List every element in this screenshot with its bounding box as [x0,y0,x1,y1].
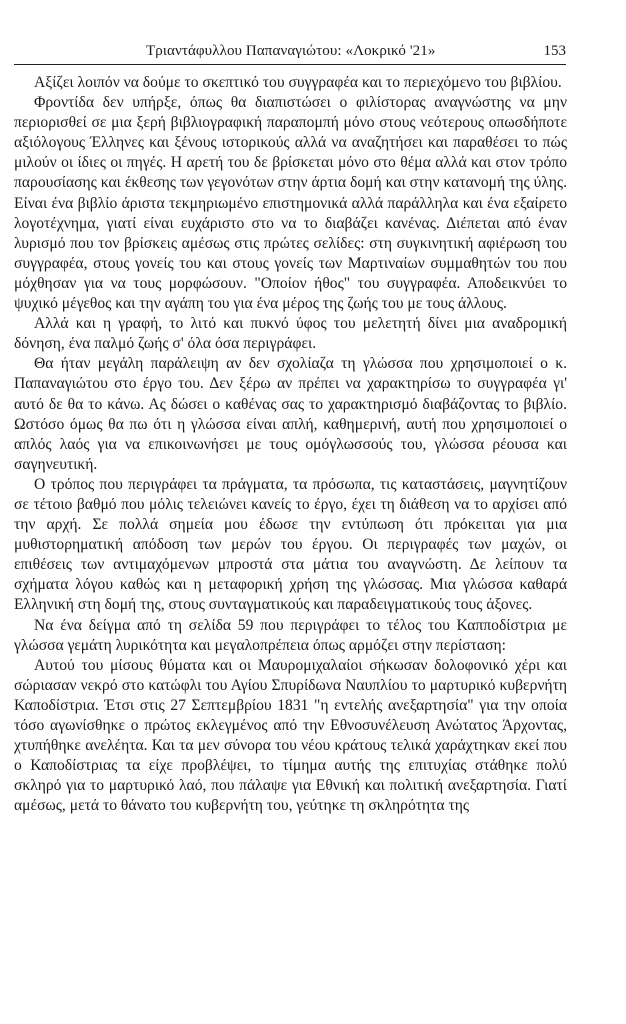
paragraph: Φροντίδα δεν υπήρξε, όπως θα διαπιστώσει ο φιλίστορας αναγνώστης να μην περιορισθεί σε μια ξερή βιβλιογραφική παραπομπή μόνο στους νεότερους οπωσδήποτε αξιόλογους Έλληνες και ξένους ιστορικούς αλλά να αναζητήσει και παραθέσει το πώς μιλούν οι ίδιες οι πηγές. Η αρετή του δε βρίσκεται μόνο στο θέμα αλλά και στον τρόπο παρουσίασης και έκθεσης των γεγονότων στην άρτια δομή και στην κατανομή της ύλης. Είναι ένα βιβλίο άριστα τεκμηριωμένο επιστημονικά αλλά παράλληλα και ένα εξαίρετο λογοτέχνημα, γιατί είναι ευχάριστο στο να το διαβάζει κανένας. Διέπεται από έναν λυρισμό που τον βρίσκεις αμέσως στις πρώτες σελίδες: στη συγκινητική αφιέρωση του συγγραφέα, στους γονείς του και στους γονείς των Μαρτιναίων συμμαθητών του που μόχθησαν για να τους μορφώσουν. "Οποίον ήθος" του συγγραφέα. Αποδεικνύει το ψυχικό μέγεθος και την αγάπη του για ένα μέρος της ζωής του με τους άλλους. [14,94,567,313]
paragraph: Αλλά και η γραφή, το λιτό και πυκνό ύφος του μελετητή δίνει μια αναδρομική δόνηση, ένα παλμό ζωής σ' όλα όσα περιγράφει. [14,315,567,353]
paragraph: Θα ήταν μεγάλη παράλειψη αν δεν σχολίαζα τη γλώσσα που χρησιμοποιεί ο κ. Παπαναγιώτου στο έργο του. Δεν ξέρω αν πρέπει να χαρακτηρίσω το συγγραφέα γι' αυτό δε θα το κάνω. Ας δώσει ο καθένας σας το χαρακτηρισμό διαβάζοντας το βιβλίο. Ωστόσο όμως θα πω ότι η γλώσσα είναι απλή, καθημερινή, αυτή που χρησιμοποιεί ο απλός λαός για να επικοινωνήσει με τους ομόγλωσσούς του, γλώσσα ρέουσα και σαγηνευτική. [14,355,567,473]
body-text [14,73,567,816]
paragraph: Αξίζει λοιπόν να δούμε το σκεπτικό του συγγραφέα και το περιεχόμενο του βιβλίου. [34,74,562,91]
page-number: 153 [543,43,566,59]
paragraph: Ο τρόπος που περιγράφει τα πράγματα, τα πρόσωπα, τις καταστάσεις, μαγνητίζουν σε τέτοιο βαθμό που μόλις τελειώνει κανείς το έργο, έχει τη διάθεση να το αρχίσει από την αρχή. Σε πολλά σημεία μου έδωσε την εντύπωση ότι πρόκειται για μια μυθιστορηματική απόδοση των μερών του έργου. Οι περιγραφές των μαχών, οι επιθέσεις των αντιμαχόμενων μπροστά στα μάτια του αναγνώστη. Δε λείπουν τα σχήματα λόγου καθώς και η μεταφορική χρήση της γλώσσας. Μια γλώσσα καθαρά Ελληνική στη δομή της, στους συνταγματικούς και παραδειγματικούς τους άξονες. [14,475,567,614]
quoted-paragraph: Αυτού του μίσους θύματα και οι Μαυρομιχαλαίοι σήκωσαν δολοφονικό χέρι και σώριασαν νεκρό στο κατώφλι του Αγίου Σπυρίδωνα Ναυπλίου το μαρτυρικό κυβερνήτη Καποδίστρια. Έτσι στις 27 Σεπτεμβρίου 1831 "η εντελής ανεξαρτησία" για την οποία τόσο αγωνίσθηκε ο πρώτος εκλεγμένος από την Εθνοσυνέλευση Ανώτατος Άρχοντας, χτυπήθηκε ανελέητα. Και τα μεν σύνορα του νέου κράτους τελικά χαράχτηκαν εκεί που ο Καποδίστριας τα είχε προβλέψει, το τίμημα αυτής της επιτυχίας στάθηκε πολύ σκληρό για το μαρτυρικό λαό, που πάλαψε για Εθνική και πολιτική ανεξαρτησία. Γιατί αμέσως, μετά το θάνατο του κυβερνήτη του, γεύτηκε τη σκληρότητα της [14,656,567,815]
running-header [14,40,566,65]
paragraph: Να ένα δείγμα από τη σελίδα 59 που περιγράφει το τέλος του Καπποδίστρια με γλώσσα γεμάτη λυρικότητα και μεγαλοπρέπεια όπως αρμόζει στην περίσταση: [14,616,567,654]
running-title: Τριαντάφυλλου Παπαναγιώτου: «Λοκρικό '21» [146,43,436,59]
